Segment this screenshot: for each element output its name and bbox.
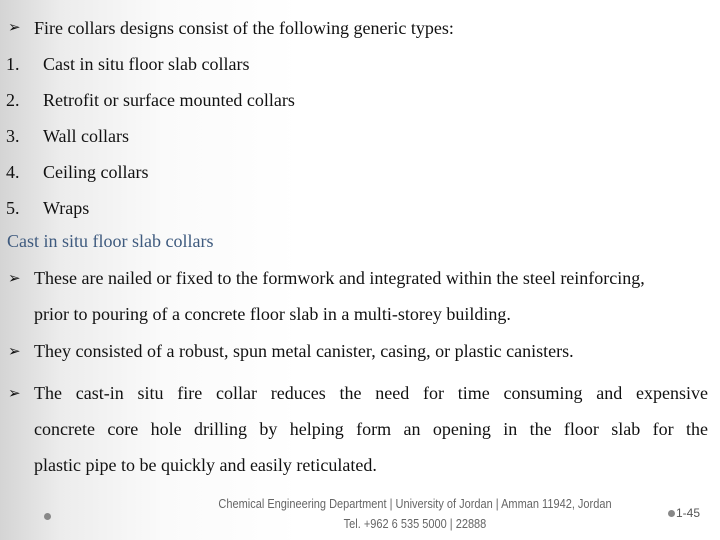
page-number: 1-45 xyxy=(676,506,701,520)
page-dot-icon xyxy=(668,510,675,517)
arrow-bullet-icon: ➢ xyxy=(8,344,21,360)
item-number: 2. xyxy=(6,90,20,110)
item-label: Wall collars xyxy=(43,126,130,146)
item-number: 3. xyxy=(6,126,20,146)
arrow-bullet-icon: ➢ xyxy=(8,20,21,36)
bullet-text: concrete core hole drilling by helping form an opening in the floor slab for the xyxy=(34,419,708,439)
item-number: 5. xyxy=(6,198,20,218)
footer-phone: Tel. +962 6 535 5000 | 22888 xyxy=(343,517,487,531)
footer-address: Chemical Engineering Department | University of Jordan | Amman 11942, Jordan xyxy=(218,497,612,511)
item-number: 1. xyxy=(6,54,20,74)
intro-text: Fire collars designs consist of the following generic types: xyxy=(34,18,454,38)
bullet-text: The cast-in situ fire collar reduces the need for time consuming and expensive xyxy=(34,383,708,403)
item-label: Cast in situ floor slab collars xyxy=(43,54,250,74)
bullet-text: prior to pouring of a concrete floor slab in a multi-storey building. xyxy=(34,304,511,324)
item-label: Wraps xyxy=(43,198,90,218)
item-label: Retrofit or surface mounted collars xyxy=(43,90,295,110)
bullet-text: plastic pipe to be quickly and easily reticulated. xyxy=(34,455,377,475)
footer-dot-icon xyxy=(44,513,51,520)
item-number: 4. xyxy=(6,162,20,182)
section-heading: Cast in situ floor slab collars xyxy=(7,231,214,251)
footer xyxy=(199,494,630,534)
item-label: Ceiling collars xyxy=(43,162,149,182)
bullet-text: These are nailed or fixed to the formwork and integrated within the steel reinforcing, xyxy=(34,268,645,288)
bullet-text: They consisted of a robust, spun metal canister, casing, or plastic canisters. xyxy=(34,341,574,361)
arrow-bullet-icon: ➢ xyxy=(8,386,21,402)
arrow-bullet-icon: ➢ xyxy=(8,271,21,287)
